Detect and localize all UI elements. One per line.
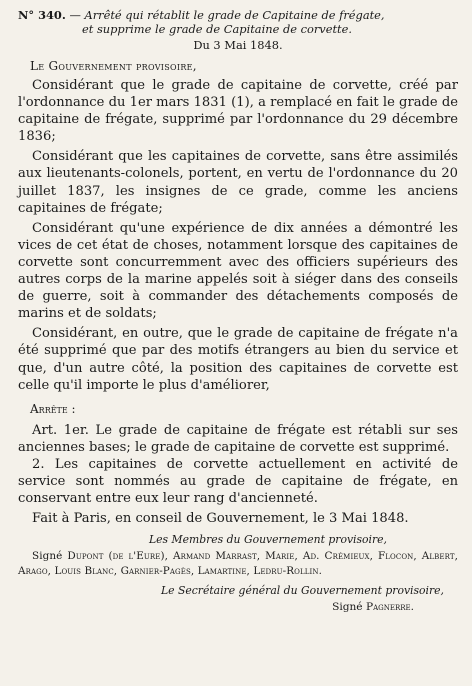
member-signatures — [18, 549, 458, 578]
secretary-signed-prefix: Signé — [332, 601, 363, 614]
considerant-paragraph-3: Considérant qu'une expérience de dix années a démontré les vices de cet état de choses, notamment lorsque des capitaines de corvette sont concurremment avec des officiers supérieurs des autres corps de la marine appelés soit à siéger dans des conseils de guerre, soit à commander des détachements composés de marins et de soldats; — [18, 220, 458, 322]
member-names: Dupont (de l'Eure), Armand Marrast, Marie, Ad. Crémieux, Flocon, Albert, Arago, Louis Blanc, Garnier-Pagès, Lamartine, Ledru-Rollin. — [18, 550, 458, 577]
considerant-paragraph-4: Considérant, en outre, que le grade de capitaine de frégate n'a été supprimé que par des motifs étrangers au bien du service et que, d'un autre côté, la position des capitaines de corvette est celle qu'il importe le plus d'améliorer, — [18, 326, 458, 393]
decree-number: N° 340. — [18, 8, 66, 22]
secretary-label: Le Secrétaire général du Gouvernement provisoire, — [160, 584, 444, 598]
secretary-signature — [18, 600, 414, 614]
arrete-heading: Arrête : — [30, 401, 76, 416]
secretary-name: Pagnerre. — [365, 601, 414, 614]
members-label: Les Membres du Gouvernement provisoire, — [149, 533, 387, 547]
signed-prefix: Signé — [32, 550, 63, 563]
article-1: Art. 1er. Le grade de capitaine de frégate est rétabli sur ses anciennes bases; le grade de capitaine de corvette est supprimé. — [18, 422, 458, 455]
considerant-paragraph-1: Considérant que le grade de capitaine de corvette, créé par l'ordonnance du 1er mars 1831 (1), a remplacé en fait le grade de capitaine de frégate, supprimé par l'ordonnance du 29 décembre 1836; — [18, 78, 458, 145]
decree-title-text-1: — Arrêté qui rétablit le grade de Capitaine de frégate, — [69, 8, 385, 22]
considerant-paragraph-2: Considérant que les capitaines de corvette, sans être assimilés aux lieutenants-colonels, portent, en vertu de l'ordonnance du 20 juillet 1837, les insignes de ce grade, comme les anciens capitaines de frégate; — [18, 149, 458, 216]
government-heading: Le Gouvernement provisoire, — [30, 59, 197, 73]
decree-title-line-1 — [18, 8, 458, 22]
fait-a-paris: Fait à Paris, en conseil de Gouvernement, le 3 Mai 1848. — [32, 511, 409, 527]
decree-date: Du 3 Mai 1848. — [193, 38, 283, 52]
decree-title-line-2: et supprime le grade de Capitaine de corvette. — [82, 22, 352, 36]
article-2: 2. Les capitaines de corvette actuellement en activité de service sont nommés au grade de capitaine de frégate, en conservant entre eux leur rang d'ancienneté. — [18, 456, 458, 507]
